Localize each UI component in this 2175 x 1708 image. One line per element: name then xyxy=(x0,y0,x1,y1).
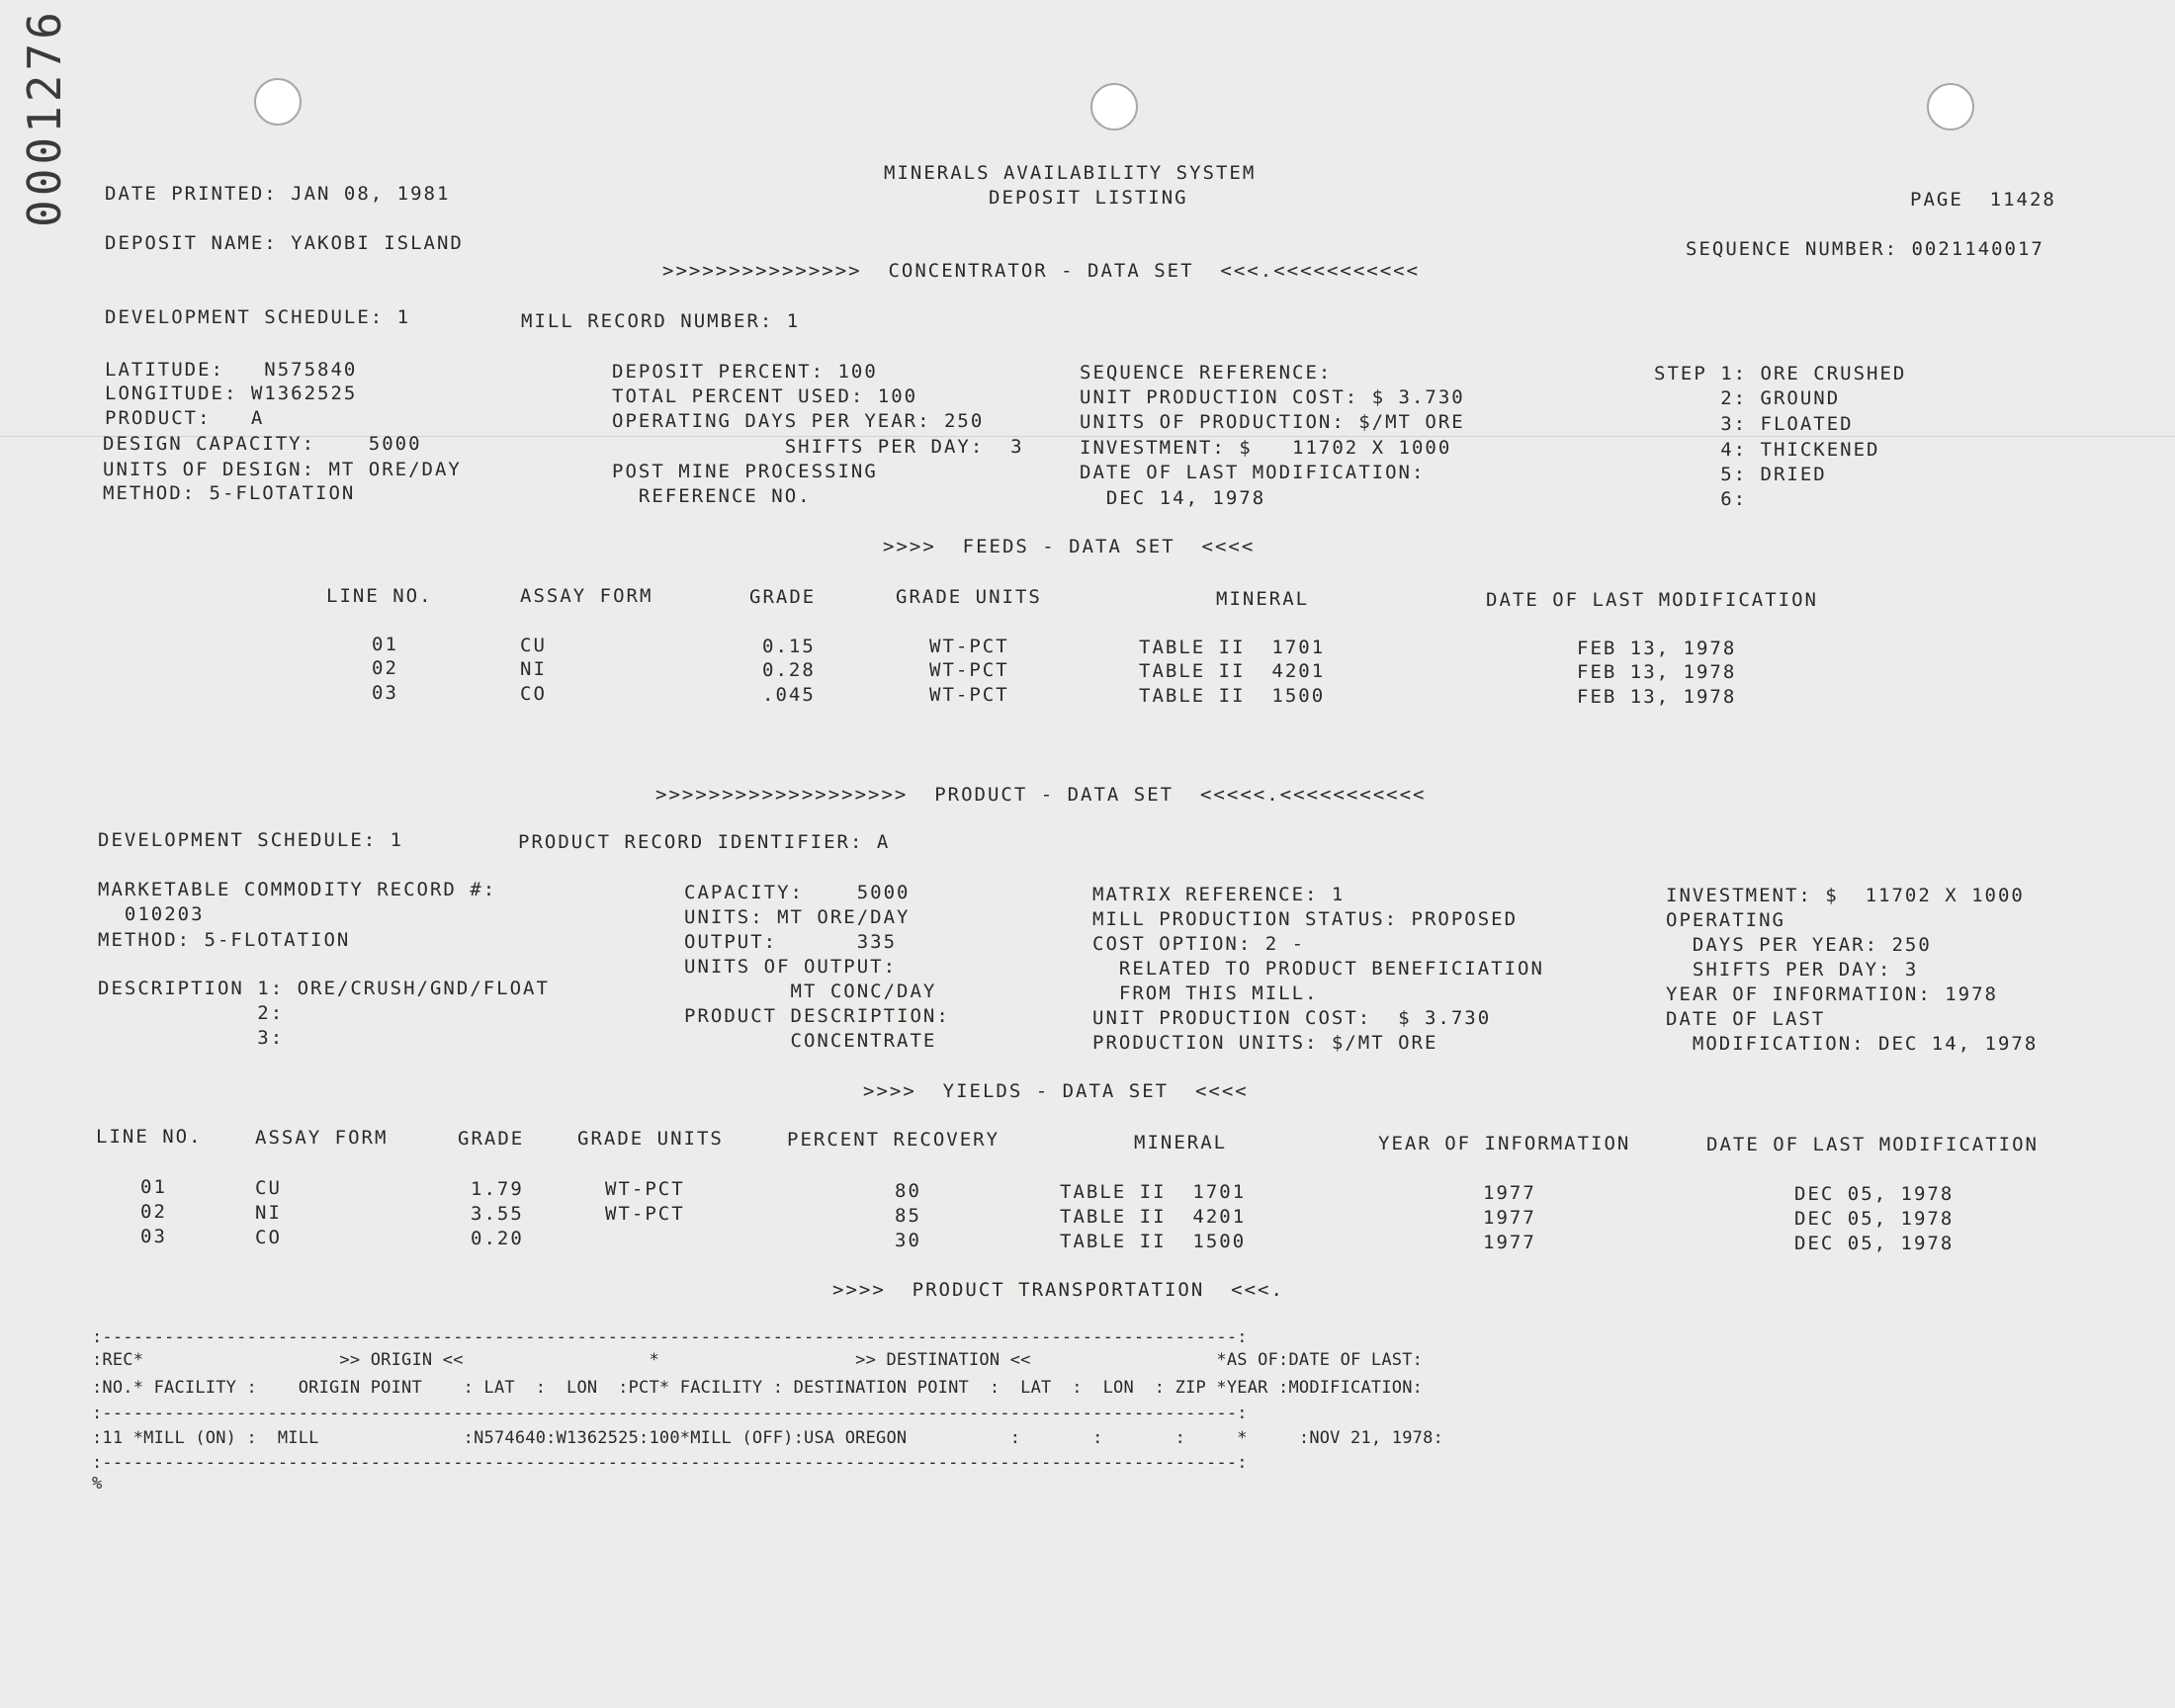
punch-hole-left xyxy=(254,78,302,126)
product-col4-line: INVESTMENT: $ 11702 X 1000 xyxy=(1666,885,2025,906)
yields-row-date: DEC 05, 1978 xyxy=(1794,1233,1955,1254)
product-col2-line: UNITS: MT ORE/DAY xyxy=(684,906,911,928)
feeds-row-line-no: 03 xyxy=(372,682,398,704)
yields-row-mineral: TABLE II 1500 xyxy=(1060,1231,1247,1252)
yields-row-grade-units: WT-PCT xyxy=(605,1203,685,1225)
product-col2-line: CONCENTRATE xyxy=(684,1030,937,1052)
product-col2-line: OUTPUT: 335 xyxy=(684,931,898,953)
transport-header-line: :REC* >> ORIGIN << * >> DESTINATION << *AS OF:DATE OF LAST: xyxy=(92,1350,1424,1370)
concentrator-step-line: 3: FLOATED xyxy=(1654,413,1854,435)
punch-hole-center xyxy=(1090,83,1138,130)
concentrator-col1-line: UNITS OF DESIGN: MT ORE/DAY xyxy=(103,459,462,480)
feeds-row-grade: 0.28 xyxy=(762,659,816,681)
yields-header-grade-units: GRADE UNITS xyxy=(577,1128,724,1150)
feeds-row-line-no: 01 xyxy=(372,634,398,655)
product-col2-line: CAPACITY: 5000 xyxy=(684,882,911,903)
transport-line: :--------------------------------------------------------------------------------------------------------------: xyxy=(92,1453,1248,1473)
yields-header-percent-recovery: PERCENT RECOVERY xyxy=(787,1129,1000,1151)
transport-end-mark: % xyxy=(92,1474,105,1494)
feeds-row-grade-units: WT-PCT xyxy=(929,636,1009,657)
product-col3-line: PRODUCTION UNITS: $/MT ORE xyxy=(1092,1032,1438,1054)
product-col3-line: UNIT PRODUCTION COST: $ 3.730 xyxy=(1092,1007,1492,1029)
product-col1-line: MARKETABLE COMMODITY RECORD #: xyxy=(98,879,497,900)
yields-header-assay-form: ASSAY FORM xyxy=(255,1127,389,1149)
concentrator-banner: >>>>>>>>>>>>>>> CONCENTRATOR - DATA SET <<<.<<<<<<<<<<< xyxy=(662,260,1421,282)
yields-row-assay-form: CO xyxy=(255,1227,282,1248)
concentrator-col1-line: METHOD: 5-FLOTATION xyxy=(103,482,356,504)
concentrator-col3-line: DATE OF LAST MODIFICATION: xyxy=(1080,462,1426,483)
product-col4-line: MODIFICATION: DEC 14, 1978 xyxy=(1666,1033,2039,1055)
product-col2-line: PRODUCT DESCRIPTION: xyxy=(684,1005,950,1027)
yields-row-year: 1977 xyxy=(1483,1207,1536,1229)
product-col3-line: FROM THIS MILL. xyxy=(1092,982,1319,1004)
yields-row-year: 1977 xyxy=(1483,1232,1536,1253)
concentrator-step-line: 6: xyxy=(1654,488,1748,510)
yields-row-grade-units: WT-PCT xyxy=(605,1178,685,1200)
yields-row-mineral: TABLE II 4201 xyxy=(1060,1206,1247,1228)
feeds-header-grade: GRADE xyxy=(749,586,817,608)
feeds-row-grade-units: WT-PCT xyxy=(929,659,1009,681)
product-banner: >>>>>>>>>>>>>>>>>>> PRODUCT - DATA SET <<<<<.<<<<<<<<<<< xyxy=(655,784,1427,806)
page-number: PAGE 11428 xyxy=(1910,189,2056,211)
yields-header-line-no: LINE NO. xyxy=(96,1126,203,1148)
yields-header-year: YEAR OF INFORMATION xyxy=(1378,1133,1631,1154)
concentrator-col2-line: REFERENCE NO. xyxy=(612,485,812,507)
yields-row-line-no: 02 xyxy=(140,1201,167,1223)
transport-line: :--------------------------------------------------------------------------------------------------------------: xyxy=(92,1404,1248,1423)
concentrator-col3-line: INVESTMENT: $ 11702 X 1000 xyxy=(1080,437,1452,459)
product-col2-line: UNITS OF OUTPUT: xyxy=(684,956,898,978)
concentrator-col2-line: DEPOSIT PERCENT: 100 xyxy=(612,361,878,383)
concentrator-step-line: 5: DRIED xyxy=(1654,464,1827,485)
concentrator-dev-schedule: DEVELOPMENT SCHEDULE: 1 xyxy=(105,306,411,328)
yields-header-date: DATE OF LAST MODIFICATION xyxy=(1706,1134,2039,1155)
concentrator-col3-line: UNITS OF PRODUCTION: $/MT ORE xyxy=(1080,411,1465,433)
feeds-header-grade-units: GRADE UNITS xyxy=(896,586,1042,608)
yields-row-mineral: TABLE II 1701 xyxy=(1060,1181,1247,1203)
feeds-row-assay-form: CU xyxy=(520,635,547,656)
product-col4-line: OPERATING xyxy=(1666,909,1785,931)
product-col3-line: MILL PRODUCTION STATUS: PROPOSED xyxy=(1092,908,1519,930)
feeds-row-grade-units: WT-PCT xyxy=(929,684,1009,706)
feeds-row-date: FEB 13, 1978 xyxy=(1577,638,1737,659)
concentrator-col1-line: PRODUCT: A xyxy=(105,407,265,429)
concentrator-step-line: 2: GROUND xyxy=(1654,387,1841,409)
yields-header-grade: GRADE xyxy=(458,1128,525,1150)
yields-row-date: DEC 05, 1978 xyxy=(1794,1208,1955,1230)
product-col2-line: MT CONC/DAY xyxy=(684,981,937,1002)
product-col1-line: DESCRIPTION 1: ORE/CRUSH/GND/FLOAT xyxy=(98,978,550,999)
concentrator-col2-line: SHIFTS PER DAY: 3 xyxy=(612,436,1024,458)
concentrator-col1-line: DESIGN CAPACITY: 5000 xyxy=(103,433,422,455)
feeds-banner: >>>> FEEDS - DATA SET <<<< xyxy=(883,536,1256,557)
feeds-row-date: FEB 13, 1978 xyxy=(1577,661,1737,683)
concentrator-col1-line: LONGITUDE: W1362525 xyxy=(105,383,358,404)
feeds-row-mineral: TABLE II 4201 xyxy=(1139,660,1326,682)
listing-title: DEPOSIT LISTING xyxy=(989,187,1188,209)
transport-row: :11 *MILL (ON) : MILL :N574640:W1362525:100*MILL (OFF):USA OREGON : : : * :NOV 21, 1978: xyxy=(92,1428,1443,1448)
yields-row-grade: 1.79 xyxy=(471,1178,524,1200)
punch-hole-right xyxy=(1927,83,1974,130)
feeds-header-assay-form: ASSAY FORM xyxy=(520,585,653,607)
concentrator-col2-line: POST MINE PROCESSING xyxy=(612,461,878,482)
concentrator-col2-line: OPERATING DAYS PER YEAR: 250 xyxy=(612,410,985,432)
mill-record-number: MILL RECORD NUMBER: 1 xyxy=(521,310,801,332)
feeds-header-line-no: LINE NO. xyxy=(326,585,433,607)
feeds-row-grade: 0.15 xyxy=(762,636,816,657)
feeds-row-assay-form: CO xyxy=(520,683,547,705)
yields-row-year: 1977 xyxy=(1483,1182,1536,1204)
yields-row-line-no: 03 xyxy=(140,1226,167,1247)
yields-row-percent-recovery: 80 xyxy=(895,1180,921,1202)
feeds-header-date: DATE OF LAST MODIFICATION xyxy=(1486,589,1818,611)
product-col3-line: MATRIX REFERENCE: 1 xyxy=(1092,884,1346,905)
concentrator-step-line: 4: THICKENED xyxy=(1654,439,1880,461)
transport-line: :--------------------------------------------------------------------------------------------------------------: xyxy=(92,1327,1248,1347)
concentrator-col3-line: SEQUENCE REFERENCE: xyxy=(1080,362,1333,384)
product-col3-line: COST OPTION: 2 - xyxy=(1092,933,1306,955)
yields-header-mineral: MINERAL xyxy=(1134,1132,1228,1153)
transport-banner: >>>> PRODUCT TRANSPORTATION <<<. xyxy=(832,1279,1284,1301)
date-printed: DATE PRINTED: JAN 08, 1981 xyxy=(105,183,451,205)
yields-row-grade: 3.55 xyxy=(471,1203,524,1225)
product-col4-line: SHIFTS PER DAY: 3 xyxy=(1666,959,1919,981)
product-col4-line: DAYS PER YEAR: 250 xyxy=(1666,934,1932,956)
feeds-row-mineral: TABLE II 1701 xyxy=(1139,637,1326,658)
product-col1-line: 2: xyxy=(98,1002,285,1024)
yields-banner: >>>> YIELDS - DATA SET <<<< xyxy=(863,1080,1249,1102)
feeds-row-mineral: TABLE II 1500 xyxy=(1139,685,1326,707)
deposit-name: DEPOSIT NAME: YAKOBI ISLAND xyxy=(105,232,464,254)
product-col1-line: 3: xyxy=(98,1027,285,1049)
product-record-identifier: PRODUCT RECORD IDENTIFIER: A xyxy=(518,831,891,853)
yields-row-percent-recovery: 30 xyxy=(895,1230,921,1251)
product-dev-schedule: DEVELOPMENT SCHEDULE: 1 xyxy=(98,829,404,851)
system-title: MINERALS AVAILABILITY SYSTEM xyxy=(884,162,1257,184)
transport-header-line: :NO.* FACILITY : ORIGIN POINT : LAT : LON :PCT* FACILITY : DESTINATION POINT : LAT : LON : ZIP *YEAR :MODIFICATION: xyxy=(92,1378,1424,1398)
concentrator-col2-line: TOTAL PERCENT USED: 100 xyxy=(612,385,918,407)
margin-id-stamp: 0001276 xyxy=(18,8,71,227)
yields-row-grade: 0.20 xyxy=(471,1228,524,1249)
feeds-row-assay-form: NI xyxy=(520,658,547,680)
feeds-row-grade: .045 xyxy=(762,684,816,706)
yields-row-assay-form: NI xyxy=(255,1202,282,1224)
yields-row-assay-form: CU xyxy=(255,1177,282,1199)
yields-row-date: DEC 05, 1978 xyxy=(1794,1183,1955,1205)
concentrator-col1-line: LATITUDE: N575840 xyxy=(105,359,358,381)
concentrator-step-line: STEP 1: ORE CRUSHED xyxy=(1654,363,1907,384)
product-col3-line: RELATED TO PRODUCT BENEFICIATION xyxy=(1092,958,1544,980)
product-col4-line: YEAR OF INFORMATION: 1978 xyxy=(1666,983,1998,1005)
feeds-row-date: FEB 13, 1978 xyxy=(1577,686,1737,708)
feeds-header-mineral: MINERAL xyxy=(1216,588,1310,610)
feeds-row-line-no: 02 xyxy=(372,657,398,679)
concentrator-col3-line: UNIT PRODUCTION COST: $ 3.730 xyxy=(1080,386,1465,408)
yields-row-percent-recovery: 85 xyxy=(895,1205,921,1227)
concentrator-col3-line: DEC 14, 1978 xyxy=(1080,487,1266,509)
sequence-number: SEQUENCE NUMBER: 0021140017 xyxy=(1686,238,2044,260)
product-col1-line: 010203 xyxy=(98,903,205,925)
product-col1-line: METHOD: 5-FLOTATION xyxy=(98,929,351,951)
yields-row-line-no: 01 xyxy=(140,1176,167,1198)
product-col4-line: DATE OF LAST xyxy=(1666,1008,1826,1030)
